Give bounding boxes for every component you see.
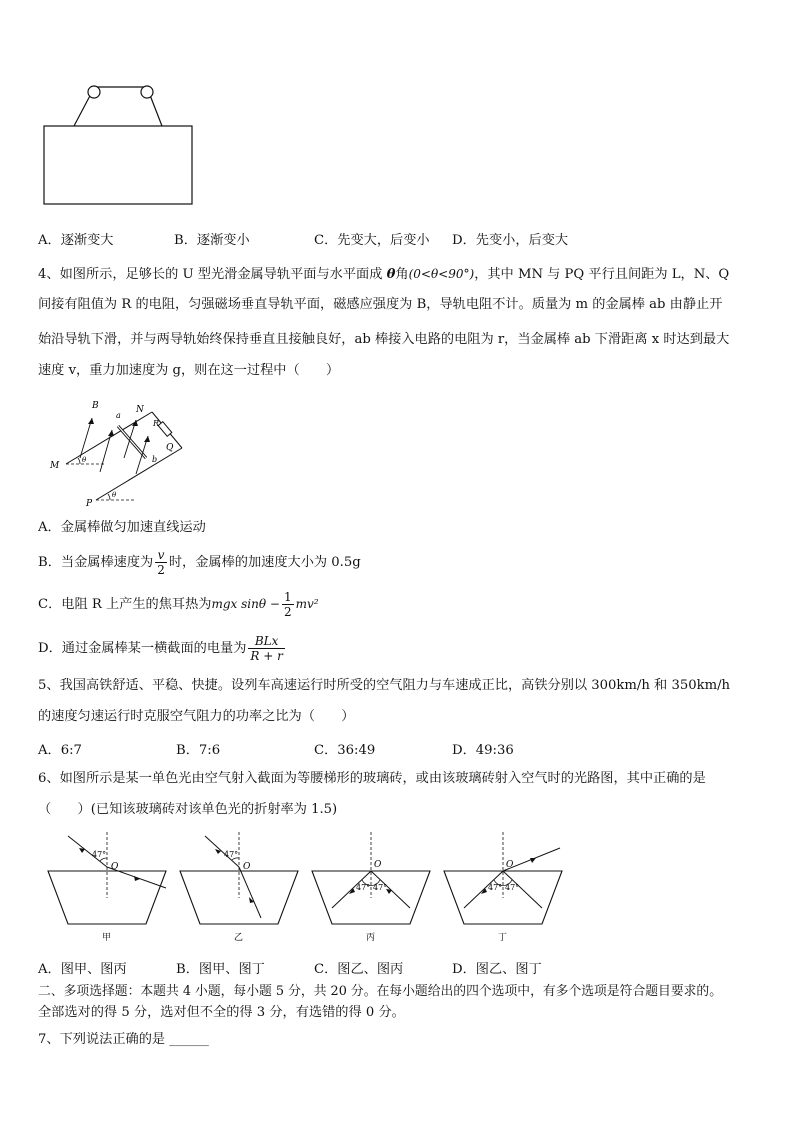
section2-line1: 二、多项选择题：本题共 4 小题，每小题 5 分，共 20 分。在每小题给出的四个选项中，有多个选项是符合题目要求的。 xyxy=(38,984,723,999)
q6-jia-o: O xyxy=(111,862,119,872)
q3-options xyxy=(38,229,568,248)
q6-figure-bing xyxy=(312,832,430,943)
q7-text: 7、下列说法正确的是 ______ xyxy=(38,1032,209,1047)
label-a: a xyxy=(116,411,121,420)
label-m: M xyxy=(50,461,60,471)
q6-option-c[interactable]: C．图乙、图丙 xyxy=(314,962,404,977)
label-r: R xyxy=(153,419,160,428)
label-p: P xyxy=(86,499,93,506)
q4-line4: 速度 v，重力加速度为 g，则在这一过程中（ ） xyxy=(38,363,340,378)
label-n: N xyxy=(136,405,144,415)
q6-ding-label: 丁 xyxy=(498,933,508,943)
q6-line1: 6、如图所示是某一单色光由空气射入截面为等腰梯形的玻璃砖，或由该玻璃砖射入空气时的光路图，其中正确的是 xyxy=(38,771,706,786)
q3-option-b[interactable]: B．逐渐变小 xyxy=(174,233,250,248)
q5-option-a[interactable]: A．6:7 xyxy=(38,743,82,758)
q6-figure-yi xyxy=(180,832,298,943)
label-b-rod: b xyxy=(152,455,158,464)
q4-option-c[interactable]: C．电阻 R 上产生的焦耳热为mgx sinθ − $\frac{1}{2}$ mv² xyxy=(38,590,319,619)
q3-option-d[interactable]: D．先变小，后变大 xyxy=(452,233,569,248)
q6-ding-angle-right: 47° xyxy=(505,883,520,892)
q6-jia-label: 甲 xyxy=(102,933,112,943)
q3-option-a[interactable]: A．逐渐变大 xyxy=(38,233,114,248)
q5-line2: 的速度匀速运行时克服空气阻力的功率之比为（ ） xyxy=(38,709,355,724)
pulley-left-icon xyxy=(88,86,100,98)
q3-option-c[interactable]: C．先变大，后变小 xyxy=(314,233,430,248)
q4-line3: 始沿导轨下滑，并与两导轨始终保持垂直且接触良好，ab 棒接入电路的电阻为 r，当金属棒 ab 下滑距离 x 时达到最大 xyxy=(38,332,730,347)
fraction-v-over-2: $\frac{v}{2}$ xyxy=(157,548,165,577)
q6-figure-ding xyxy=(444,832,562,943)
q6-yi-o: O xyxy=(243,862,251,872)
q6-ding-angle-left: 47° xyxy=(488,883,503,892)
q6-yi-label: 乙 xyxy=(234,933,244,943)
q4-figure xyxy=(40,396,200,506)
label-theta-2: θ xyxy=(112,491,117,499)
pulley-right-icon xyxy=(141,86,153,98)
q6-figure-jia xyxy=(48,832,166,943)
q6-figures xyxy=(40,826,580,946)
q6-bing-o: O xyxy=(374,860,382,870)
fraction-blx: $\frac{\text{BLx}}{R + r}$ xyxy=(250,634,283,663)
q3-box xyxy=(44,126,192,204)
q4-line2: 间接有阻值为 R 的电阻，匀强磁场垂直导轨平面，磁感应强度为 B，导轨电阻不计。质量为 m 的金属棒 ab 由静止开 xyxy=(38,297,723,312)
q4-option-d[interactable]: D．通过金属棒某一横截面的电量为 $\frac{\text{BLx}}{R + r}$ xyxy=(38,634,283,663)
q4-option-a[interactable]: A．金属棒做匀加速直线运动 xyxy=(38,520,206,535)
q6-line2: （ ）(已知该玻璃砖对该单色光的折射率为 1.5) xyxy=(38,802,338,817)
q5-option-d[interactable]: D．49:36 xyxy=(452,743,514,758)
q6-ding-o: O xyxy=(506,860,514,870)
q4-line1: 4、如图所示，足够长的 U 型光滑金属导轨平面与水平面成 θ角(0<θ<90°)，其中 MN 与 PQ 平行且间距为 L，N、Q xyxy=(38,267,730,282)
q6-bing-label: 丙 xyxy=(366,933,376,943)
q6-yi-angle: 47° xyxy=(224,850,239,859)
section2-line2: 全部选对的得 5 分，选对但不全的得 3 分，有选错的得 0 分。 xyxy=(38,1005,405,1020)
resistor-icon xyxy=(158,422,172,437)
q6-bing-angle-left: 47° xyxy=(356,883,371,892)
q6-option-d[interactable]: D．图乙、图丁 xyxy=(452,962,542,977)
fraction-one-half: $\frac{1}{2}$ xyxy=(283,590,292,619)
q6-options xyxy=(38,958,542,977)
q5-option-c[interactable]: C．36:49 xyxy=(314,743,376,758)
q5-option-b[interactable]: B．7:6 xyxy=(176,743,221,758)
label-theta-1: θ xyxy=(82,456,87,464)
q6-option-b[interactable]: B．图甲、图丁 xyxy=(176,962,265,977)
q6-jia-angle: 47° xyxy=(92,850,107,859)
q3-figure xyxy=(38,78,208,208)
q5-options xyxy=(38,739,514,758)
q5-line1: 5、我国高铁舒适、平稳、快捷。设列车高速运行时所受的空气阻力与车速成正比，高铁分别以 300km/h 和 350km/h xyxy=(38,678,731,693)
q4-option-b[interactable]: B．当金属棒速度为 $\frac{v}{2}$ 时，金属棒的加速度大小为 0.5g xyxy=(38,548,361,577)
q6-option-a[interactable]: A．图甲、图丙 xyxy=(38,962,127,977)
label-b-field: B xyxy=(92,401,99,411)
label-q: Q xyxy=(166,443,174,453)
q6-bing-angle-right: 47° xyxy=(373,883,388,892)
